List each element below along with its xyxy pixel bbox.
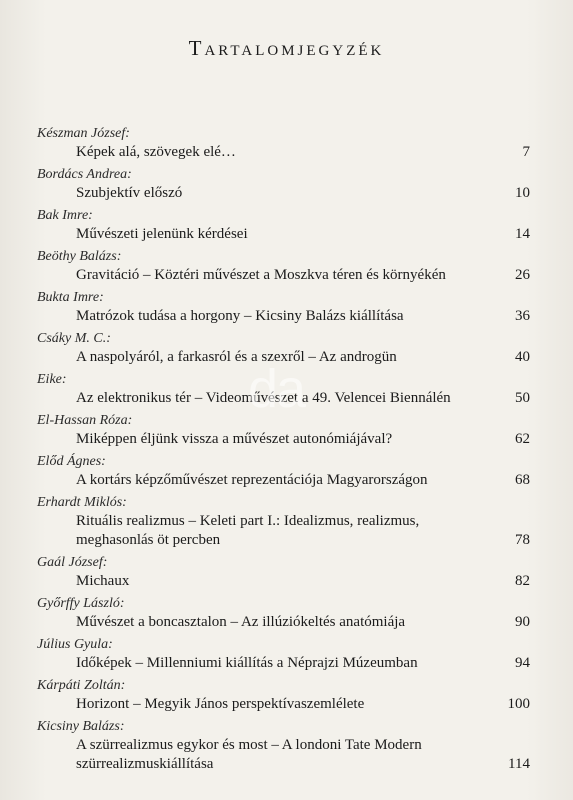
toc-entry <box>37 717 530 774</box>
toc-title-row <box>37 471 530 490</box>
table-of-contents <box>37 124 530 774</box>
toc-title-row <box>37 654 530 673</box>
toc-title-row <box>37 266 530 285</box>
toc-title: Szubjektív előszó <box>76 185 183 201</box>
toc-title-row <box>37 184 530 203</box>
toc-page-number: 10 <box>515 185 530 201</box>
toc-entry <box>37 165 530 203</box>
toc-title: Rituális realizmus – Keleti part I.: Idealizmus, realizmus, <box>76 513 420 529</box>
toc-title-row <box>37 755 530 774</box>
toc-title: Matrózok tudása a horgony – Kicsiny Balázs kiállítása <box>76 308 404 324</box>
toc-title: Művészeti jelenünk kérdései <box>76 226 248 242</box>
toc-title: Művészet a boncasztalon – Az illúziókeltés anatómiája <box>76 614 406 630</box>
toc-title-row <box>37 225 530 244</box>
toc-author: Bak Imre: <box>37 208 93 223</box>
toc-page-number: 36 <box>515 308 530 324</box>
toc-title: A naspolyáról, a farkasról és a szexről – Az androgün <box>76 349 397 365</box>
toc-entry <box>37 594 530 632</box>
toc-author: Erhardt Miklós: <box>37 495 127 510</box>
toc-title: A kortárs képzőművészet reprezentációja Magyarországon <box>76 472 428 488</box>
toc-title: Az elektronikus tér – Videoművészet a 49. Velencei Biennálén <box>76 390 451 406</box>
toc-author: Készman József: <box>37 126 130 141</box>
toc-entry <box>37 452 530 490</box>
toc-title: Gravitáció – Köztéri művészet a Moszkva téren és környékén <box>76 267 446 283</box>
toc-author: Győrffy László: <box>37 596 125 611</box>
page-title: Tartalomjegyzék <box>188 36 385 60</box>
toc-title-row <box>37 512 530 531</box>
toc-author: Kárpáti Zoltán: <box>37 678 126 693</box>
toc-entry <box>37 247 530 285</box>
toc-page-number: 114 <box>508 756 530 772</box>
toc-page-number: 62 <box>515 431 530 447</box>
toc-title-row <box>37 613 530 632</box>
toc-title-row <box>37 572 530 591</box>
toc-author: Csáky M. C.: <box>37 331 111 346</box>
toc-author: Bukta Imre: <box>37 290 104 305</box>
toc-author: Gaál József: <box>37 555 108 570</box>
toc-entry <box>37 206 530 244</box>
toc-page-number: 50 <box>515 390 530 406</box>
toc-author: Kicsiny Balázs: <box>37 719 125 734</box>
toc-title-row <box>37 307 530 326</box>
toc-page-number: 94 <box>515 655 530 671</box>
watermark: da <box>248 359 305 419</box>
toc-page-number: 100 <box>507 696 530 712</box>
toc-title: Időképek – Millenniumi kiállítás a Néprajzi Múzeumban <box>76 655 418 671</box>
toc-entry <box>37 553 530 591</box>
toc-page-number: 68 <box>515 472 530 488</box>
toc-title: A szürrealizmus egykor és most – A londoni Tate Modern <box>76 737 422 753</box>
toc-author: El-Hassan Róza: <box>37 413 133 428</box>
toc-page-number: 14 <box>515 226 530 242</box>
toc-title-row <box>37 143 530 162</box>
toc-author: Bordács Andrea: <box>37 167 132 182</box>
toc-entry <box>37 635 530 673</box>
toc-page-number: 78 <box>515 532 530 548</box>
toc-title-row <box>37 531 530 550</box>
toc-entry <box>37 124 530 162</box>
toc-title-row <box>37 430 530 449</box>
toc-title-continuation: szürrealizmuskiállítása <box>76 756 214 772</box>
toc-author: Beöthy Balázs: <box>37 249 122 264</box>
toc-entry <box>37 493 530 550</box>
toc-page-number: 40 <box>515 349 530 365</box>
toc-title-row <box>37 695 530 714</box>
toc-entry <box>37 676 530 714</box>
toc-author: Július Gyula: <box>37 637 113 652</box>
toc-title: Miképpen éljünk vissza a művészet autonómiájával? <box>76 431 393 447</box>
toc-title: Michaux <box>76 573 130 589</box>
toc-page-number: 82 <box>515 573 530 589</box>
toc-title-continuation: meghasonlás öt percben <box>76 532 221 548</box>
toc-title-row <box>37 736 530 755</box>
toc-author: Előd Ágnes: <box>37 454 106 469</box>
toc-title: Horizont – Megyik János perspektívaszemlélete <box>76 696 365 712</box>
toc-page-number: 7 <box>522 144 530 160</box>
toc-page-number: 26 <box>515 267 530 283</box>
toc-page-number: 90 <box>515 614 530 630</box>
toc-title: Képek alá, szövegek elé… <box>76 144 236 160</box>
toc-entry <box>37 288 530 326</box>
toc-author: Eike: <box>37 372 67 387</box>
